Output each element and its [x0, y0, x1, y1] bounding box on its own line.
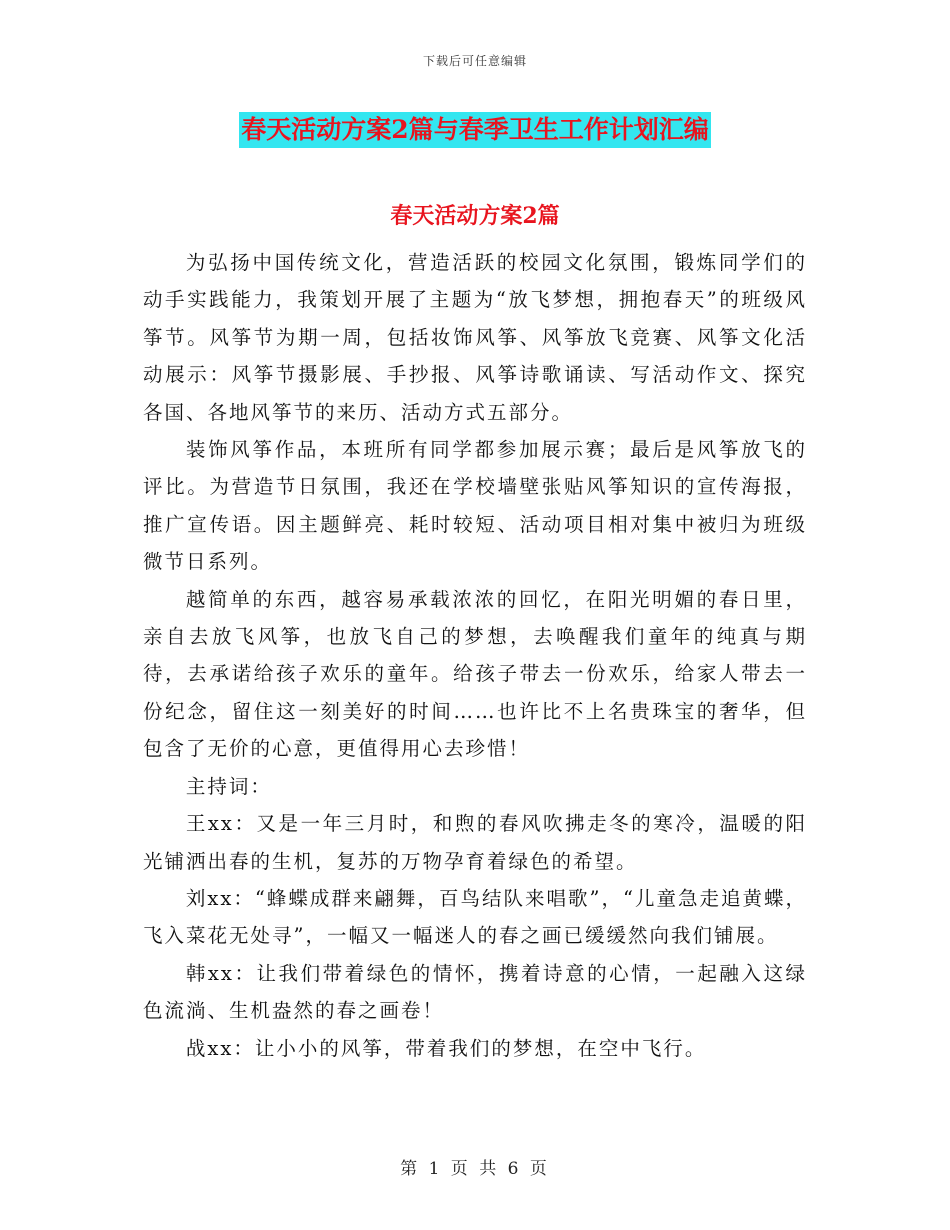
paragraph: 王xx：又是一年三月时，和煦的春风吹拂走冬的寒冷，温暖的阳光铺洒出春的生机，复苏的万物孕育着绿色的希望。 [143, 812, 807, 873]
paragraph: 战xx：让小小的风筝，带着我们的梦想，在空中飞行。 [185, 1036, 707, 1060]
main-title-container [0, 112, 950, 148]
paragraph: 韩xx：让我们带着绿色的情怀，携着诗意的心情，一起融入这绿色流淌、生机盎然的春之画卷！ [143, 961, 807, 1023]
document-title: 春天活动方案2篇与春季卫生工作计划汇编 [239, 112, 710, 148]
paragraph: 为弘扬中国传统文化，营造活跃的校园文化氛围，锻炼同学们的动手实践能力，我策划开展了主题为“放飞梦想，拥抱春天”的班级风筝节。风筝节为期一周，包括妆饰风筝、风筝放飞竞赛、风筝文化活动展示：风筝节摄影展、手抄报、风筝诗歌诵读、写活动作文、探究各国、各地风筝节的来历、活动方式五部分。 [143, 251, 807, 424]
section-title: 春天活动方案2篇 [390, 203, 560, 229]
page-header-note: 下载后可任意编辑 [422, 54, 527, 68]
paragraph: 装饰风筝作品，本班所有同学都参加展示赛；最后是风筝放飞的评比。为营造节日氛围，我还在学校墙壁张贴风筝知识的宣传海报，推广宣传语。因主题鲜亮、耗时较短、活动项目相对集中被归为班级微节日系列。 [143, 438, 807, 574]
paragraph: 刘xx：“蜂蝶成群来翩舞，百鸟结队来唱歌”，“儿童急走追黄蝶，飞入菜花无处寻”，一幅又一幅迷人的春之画已缓缓然向我们铺展。 [143, 886, 807, 948]
paragraph-host-label: 主持词： [185, 774, 272, 798]
page-footer: 第 1 页 共 6 页 [400, 1159, 550, 1179]
paragraph: 越简单的东西，越容易承载浓浓的回忆，在阳光明媚的春日里，亲自去放飞风筝，也放飞自己的梦想，去唤醒我们童年的纯真与期待，去承诺给孩子欢乐的童年。给孩子带去一份欢乐，给家人带去一份纪念，留住这一刻美好的时间……也许比不上名贵珠宝的奢华，但包含了无价的心意，更值得用心去珍惜！ [143, 587, 807, 761]
document-body [143, 244, 807, 1067]
